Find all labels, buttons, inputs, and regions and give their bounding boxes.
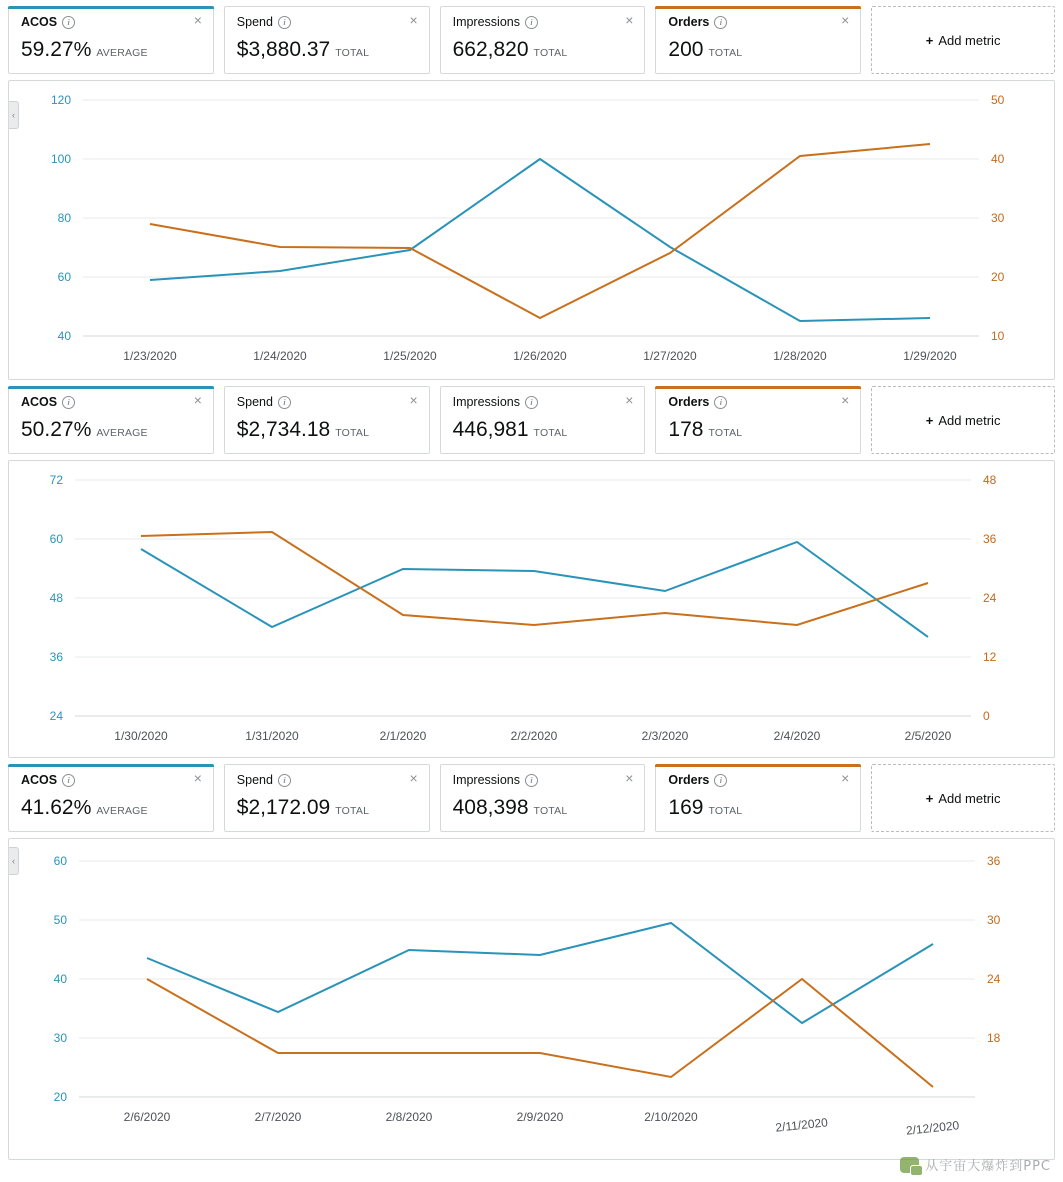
svg-text:40: 40 (53, 972, 67, 986)
svg-text:2/6/2020: 2/6/2020 (123, 1110, 171, 1124)
metric-header (668, 392, 850, 409)
metric-value (453, 796, 635, 820)
close-icon[interactable]: × (625, 392, 634, 408)
svg-text:1/28/2020: 1/28/2020 (773, 349, 827, 363)
metric-subtitle: AVERAGE (96, 805, 148, 817)
metric-name: ACOS (21, 773, 58, 787)
close-icon[interactable]: × (409, 770, 418, 786)
series-orders (147, 979, 933, 1087)
svg-text:36: 36 (983, 532, 997, 546)
svg-text:1/26/2020: 1/26/2020 (513, 349, 567, 363)
close-icon[interactable]: × (409, 392, 418, 408)
metric-name: Orders (668, 773, 710, 787)
metric-subtitle: TOTAL (533, 805, 568, 817)
metric-name: Impressions (452, 773, 520, 787)
info-icon[interactable]: i (62, 774, 75, 787)
metric-value (21, 418, 203, 442)
metric-strip-3 (0, 758, 1063, 832)
svg-text:1/31/2020: 1/31/2020 (245, 729, 299, 743)
info-icon[interactable]: i (714, 16, 727, 29)
svg-text:2/7/2020: 2/7/2020 (254, 1110, 302, 1124)
metric-header (21, 770, 203, 787)
chart-panel-2 (8, 460, 1055, 758)
metric-header (668, 12, 850, 29)
watermark-text: 从宇宙大爆炸到PPC (925, 1159, 1051, 1174)
metric-value (237, 38, 419, 62)
metric-card-acos-3[interactable] (8, 764, 214, 832)
series-orders (150, 144, 930, 318)
metric-name: Orders (668, 395, 710, 409)
metric-value (668, 796, 850, 820)
metric-subtitle: TOTAL (533, 427, 568, 439)
metric-number: 178 (668, 418, 704, 441)
info-icon[interactable]: i (278, 16, 291, 29)
metric-name: Spend (236, 395, 273, 409)
close-icon[interactable]: × (841, 770, 850, 786)
info-icon[interactable]: i (525, 774, 538, 787)
line-chart-2 (9, 461, 1054, 757)
metric-value (668, 418, 850, 442)
metric-card-spend-3[interactable] (224, 764, 430, 832)
svg-text:1/30/2020: 1/30/2020 (114, 729, 168, 743)
metric-header (452, 12, 635, 29)
info-icon[interactable]: i (525, 396, 538, 409)
metric-accent (8, 6, 214, 9)
metric-number: 59.27 (21, 38, 74, 61)
info-icon[interactable]: i (278, 396, 291, 409)
chart-panel-3 (8, 838, 1055, 1160)
plus-icon: + (925, 412, 934, 428)
info-icon[interactable]: i (714, 396, 727, 409)
plus-icon: + (925, 790, 934, 806)
svg-text:24: 24 (983, 591, 997, 605)
metric-subtitle: TOTAL (708, 47, 743, 59)
svg-text:2/10/2020: 2/10/2020 (644, 1110, 698, 1124)
svg-text:24: 24 (49, 709, 63, 723)
svg-text:80: 80 (57, 211, 71, 225)
svg-text:120: 120 (50, 93, 71, 107)
svg-text:24: 24 (987, 972, 1001, 986)
metric-card-acos-2[interactable] (8, 386, 214, 454)
svg-text:48: 48 (49, 591, 63, 605)
close-icon[interactable]: × (193, 392, 202, 408)
metric-card-acos-1[interactable] (8, 6, 214, 74)
svg-text:36: 36 (49, 650, 63, 664)
metric-card-orders-2[interactable] (655, 386, 861, 454)
add-metric-label: Add metric (938, 412, 1001, 428)
metric-header (668, 770, 850, 787)
add-metric-label: Add metric (938, 790, 1001, 806)
metric-unit: % (73, 797, 92, 819)
metric-number: $2,172.09 (236, 796, 331, 819)
svg-text:40: 40 (991, 152, 1005, 166)
metric-subtitle: AVERAGE (96, 47, 148, 59)
metric-header (21, 12, 203, 29)
svg-text:2/11/2020: 2/11/2020 (774, 1115, 829, 1135)
metric-value (668, 38, 850, 62)
metric-name: Impressions (452, 15, 520, 29)
metric-header (452, 392, 635, 409)
series-acos (141, 542, 928, 637)
close-icon[interactable]: × (193, 770, 202, 786)
metric-value (21, 796, 203, 820)
metric-name: Spend (236, 773, 273, 787)
svg-text:30: 30 (987, 913, 1001, 927)
close-icon[interactable]: × (193, 12, 202, 28)
metric-number: 662,820 (452, 38, 529, 61)
scroll-handle-left-1[interactable]: ‹ (9, 101, 19, 129)
metric-strip-2 (0, 380, 1063, 454)
metric-name: ACOS (21, 15, 58, 29)
svg-text:2/9/2020: 2/9/2020 (516, 1110, 564, 1124)
svg-text:2/8/2020: 2/8/2020 (385, 1110, 433, 1124)
svg-text:2/1/2020: 2/1/2020 (379, 729, 427, 743)
chart-panel-1 (8, 80, 1055, 380)
metric-header (236, 12, 419, 29)
metric-accent (655, 6, 861, 9)
metric-unit: % (73, 39, 92, 61)
svg-text:60: 60 (57, 270, 71, 284)
svg-text:2/12/2020: 2/12/2020 (905, 1118, 960, 1138)
svg-text:30: 30 (991, 211, 1005, 225)
svg-text:20: 20 (53, 1090, 67, 1104)
svg-text:40: 40 (57, 329, 71, 343)
svg-text:12: 12 (983, 650, 997, 664)
svg-text:50: 50 (53, 913, 67, 927)
svg-text:18: 18 (987, 1031, 1001, 1045)
svg-text:1/27/2020: 1/27/2020 (643, 349, 697, 363)
svg-text:10: 10 (991, 329, 1005, 343)
series-orders (141, 532, 928, 625)
metric-accent (8, 764, 214, 767)
metric-name: Impressions (452, 395, 520, 409)
metric-number: $2,734.18 (236, 418, 331, 441)
metric-header (236, 392, 419, 409)
metric-number: 169 (668, 796, 704, 819)
metric-name: Orders (668, 15, 710, 29)
metric-card-orders-1[interactable] (655, 6, 861, 74)
svg-text:72: 72 (49, 473, 63, 487)
metric-header (236, 770, 419, 787)
add-metric-label: Add metric (938, 32, 1001, 48)
svg-text:60: 60 (53, 854, 67, 868)
metric-number: 446,981 (452, 418, 529, 441)
metric-accent (655, 386, 861, 389)
wechat-watermark (900, 1155, 1051, 1174)
series-acos (150, 159, 930, 321)
metric-number: $3,880.37 (236, 38, 331, 61)
close-icon[interactable]: × (841, 12, 850, 28)
svg-text:60: 60 (49, 532, 63, 546)
svg-text:2/3/2020: 2/3/2020 (641, 729, 689, 743)
metric-subtitle: TOTAL (708, 805, 743, 817)
metric-number: 408,398 (452, 796, 529, 819)
svg-text:2/5/2020: 2/5/2020 (904, 729, 952, 743)
info-icon[interactable]: i (62, 396, 75, 409)
svg-text:1/24/2020: 1/24/2020 (253, 349, 307, 363)
info-icon[interactable]: i (278, 774, 291, 787)
info-icon[interactable]: i (714, 774, 727, 787)
svg-text:48: 48 (983, 473, 997, 487)
add-metric-button-3[interactable] (871, 764, 1055, 832)
metric-card-impressions-2[interactable] (440, 386, 646, 454)
metric-card-impressions-3[interactable] (440, 764, 646, 832)
metric-strip-1 (0, 0, 1063, 74)
metric-value (453, 418, 635, 442)
metric-subtitle: TOTAL (533, 47, 568, 59)
info-icon[interactable]: i (62, 16, 75, 29)
metric-card-spend-1[interactable] (224, 6, 430, 74)
metric-name: Spend (236, 15, 273, 29)
metric-accent (655, 764, 861, 767)
close-icon[interactable]: × (625, 770, 634, 786)
metric-subtitle: TOTAL (335, 805, 370, 817)
metric-value (21, 38, 203, 62)
metric-number: 200 (668, 38, 704, 61)
svg-text:1/29/2020: 1/29/2020 (903, 349, 957, 363)
metric-value (237, 418, 419, 442)
svg-text:50: 50 (991, 93, 1005, 107)
svg-text:2/2/2020: 2/2/2020 (510, 729, 558, 743)
series-acos (147, 923, 933, 1023)
add-metric-button-1[interactable] (871, 6, 1055, 74)
svg-text:0: 0 (983, 709, 990, 723)
line-chart-1 (9, 81, 1054, 379)
wechat-icon (900, 1157, 919, 1173)
scroll-handle-left-3[interactable]: ‹ (9, 847, 19, 875)
svg-text:30: 30 (53, 1031, 67, 1045)
metric-card-impressions-1[interactable] (440, 6, 646, 74)
metric-card-orders-3[interactable] (655, 764, 861, 832)
svg-text:20: 20 (991, 270, 1005, 284)
metric-subtitle: TOTAL (335, 427, 370, 439)
metric-header (452, 770, 635, 787)
metric-name: ACOS (21, 395, 58, 409)
svg-text:1/23/2020: 1/23/2020 (123, 349, 177, 363)
metric-subtitle: TOTAL (335, 47, 370, 59)
svg-text:100: 100 (50, 152, 71, 166)
metric-number: 50.27 (21, 418, 74, 441)
metric-subtitle: TOTAL (708, 427, 743, 439)
close-icon[interactable]: × (625, 12, 634, 28)
metric-unit: % (73, 419, 92, 441)
metric-accent (8, 386, 214, 389)
svg-text:2/4/2020: 2/4/2020 (773, 729, 821, 743)
line-chart-3 (9, 839, 1054, 1159)
metric-subtitle: AVERAGE (96, 427, 148, 439)
plus-icon: + (925, 32, 934, 48)
metric-value (237, 796, 419, 820)
svg-text:1/25/2020: 1/25/2020 (383, 349, 437, 363)
svg-text:36: 36 (987, 854, 1001, 868)
close-icon[interactable]: × (841, 392, 850, 408)
add-metric-button-2[interactable] (871, 386, 1055, 454)
metric-header (21, 392, 203, 409)
close-icon[interactable]: × (409, 12, 418, 28)
metric-number: 41.62 (21, 796, 74, 819)
metric-card-spend-2[interactable] (224, 386, 430, 454)
metric-value (453, 38, 635, 62)
info-icon[interactable]: i (525, 16, 538, 29)
